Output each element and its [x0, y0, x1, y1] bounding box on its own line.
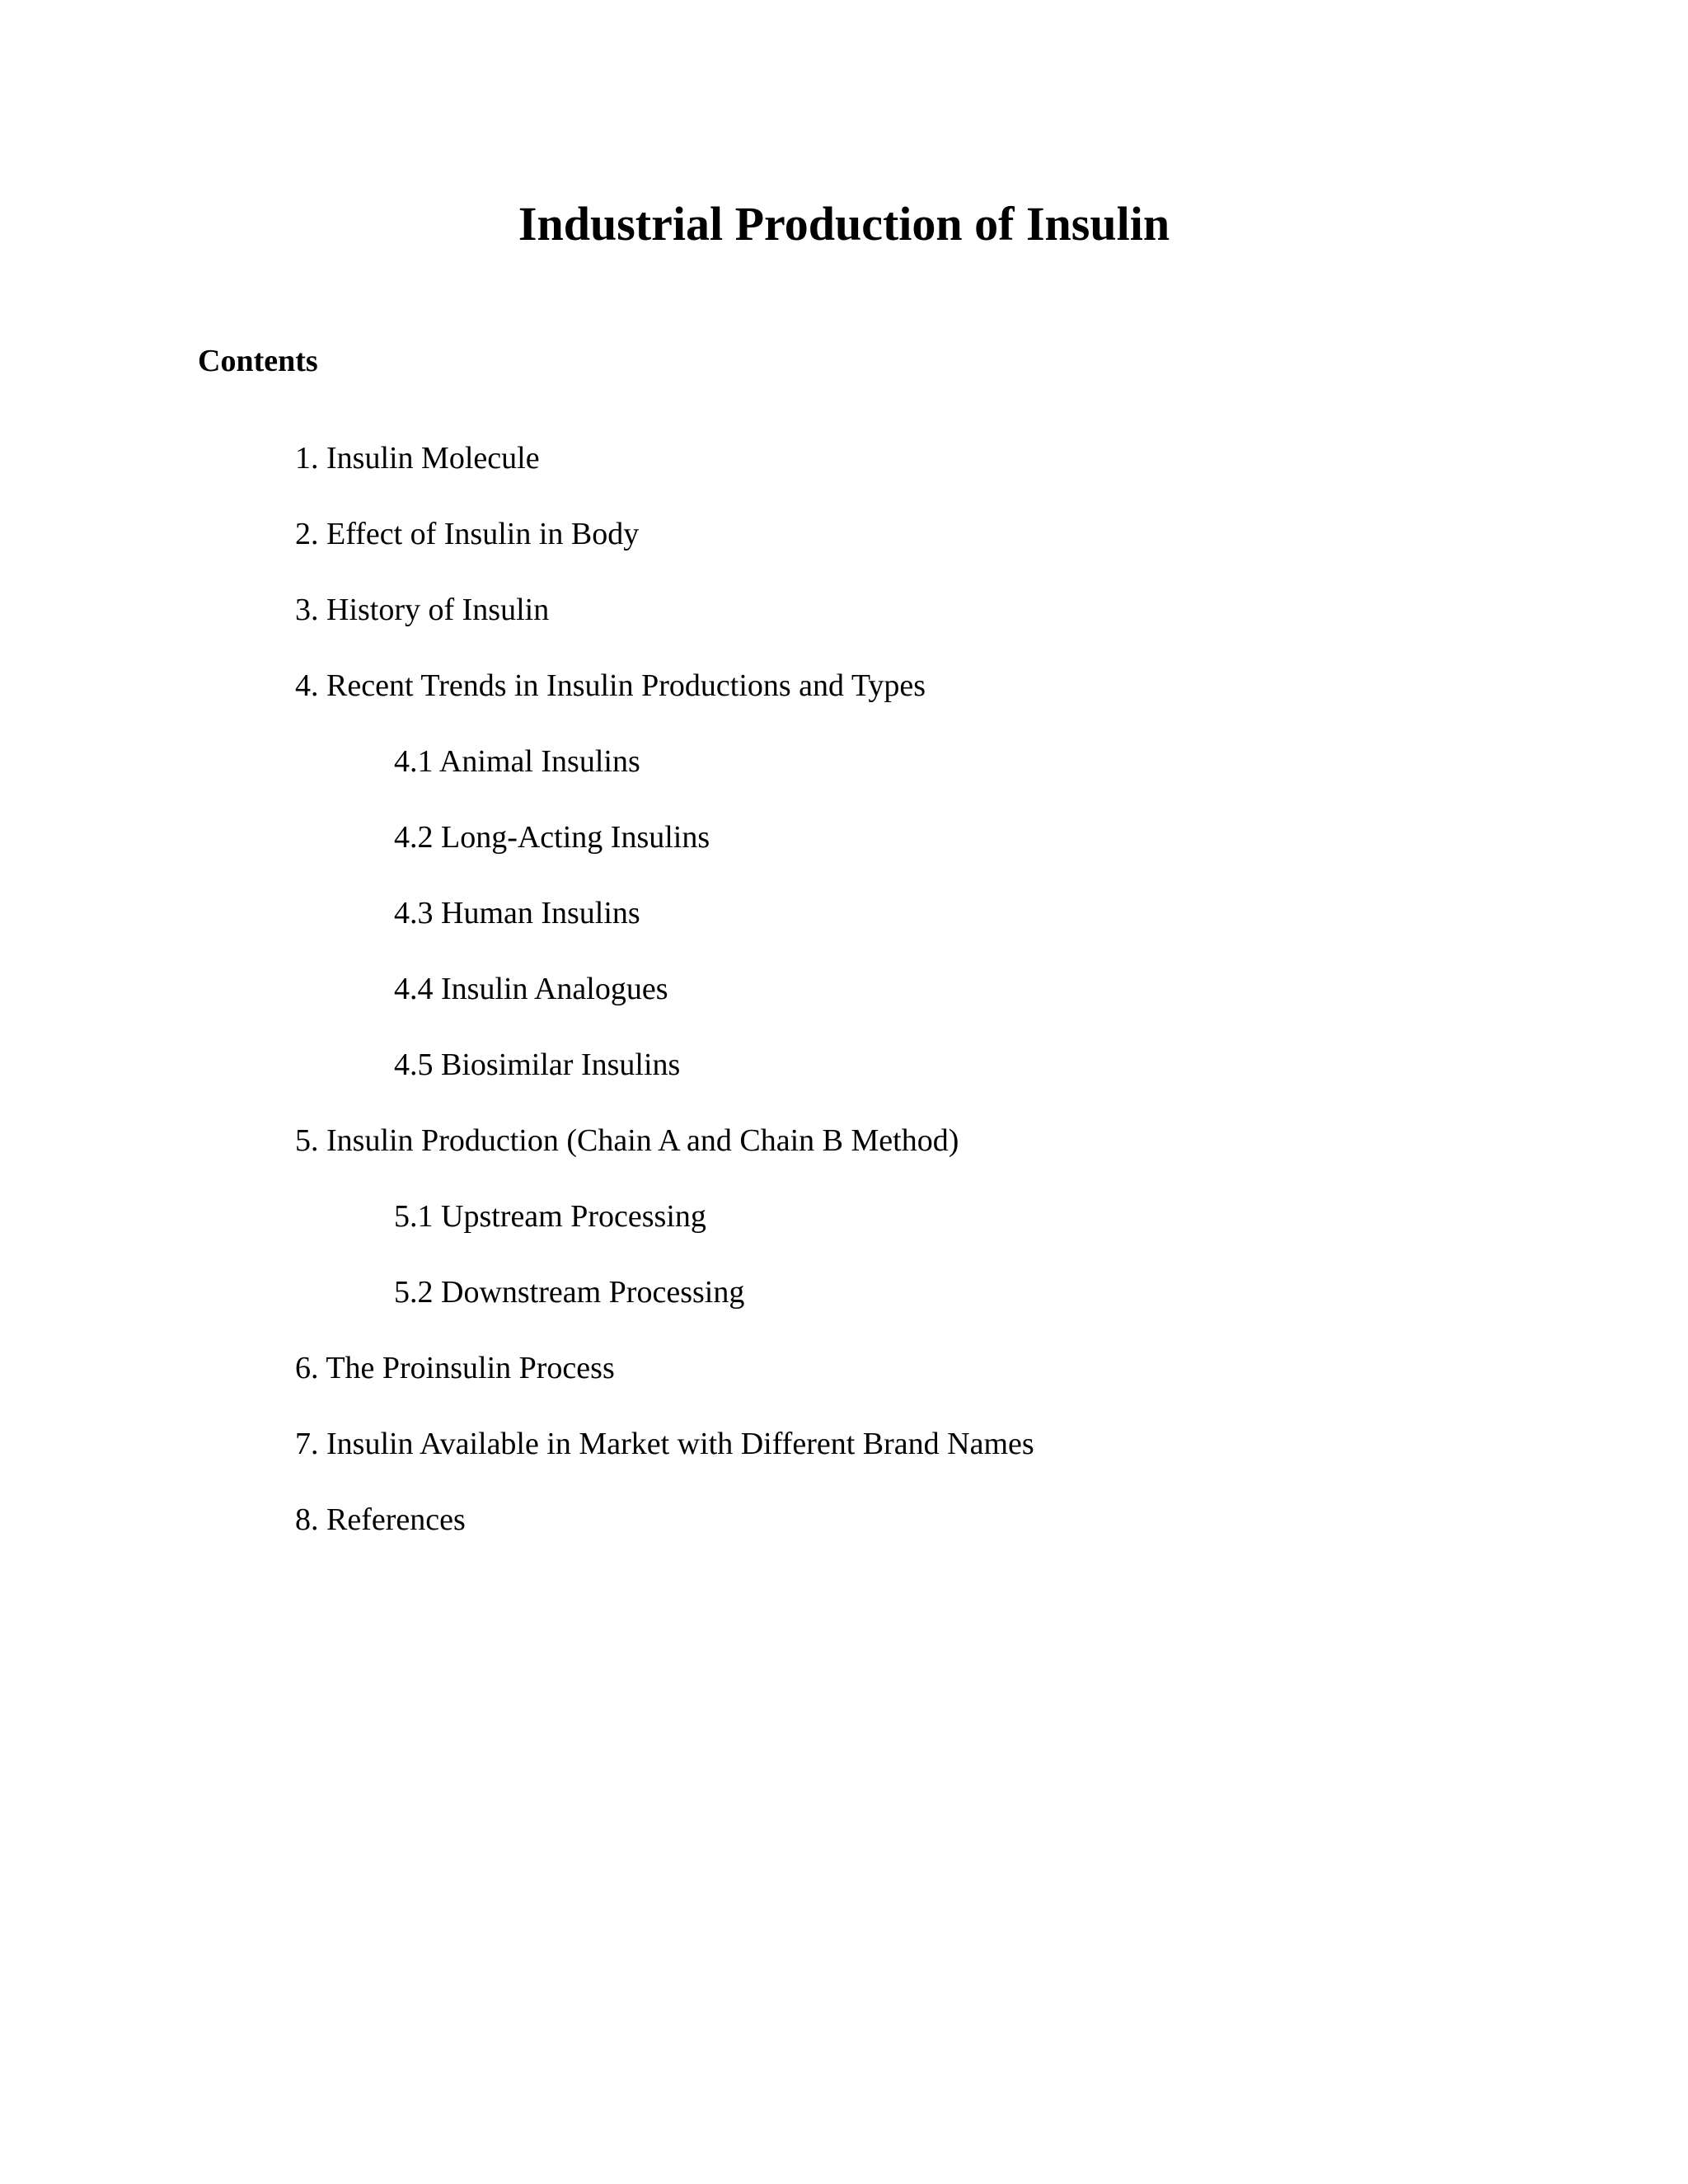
toc-item: 3. History of Insulin: [295, 593, 550, 627]
toc-subitem: 5.2 Downstream Processing: [394, 1275, 745, 1310]
toc-subitem: 4.3 Human Insulins: [394, 896, 640, 930]
toc-subitem: 5.1 Upstream Processing: [394, 1199, 706, 1234]
contents-heading: Contents: [198, 344, 318, 378]
toc-item: 5. Insulin Production (Chain A and Chain B Method): [295, 1123, 959, 1158]
toc-subitem: 4.1 Animal Insulins: [394, 744, 640, 779]
toc-item: 8. References: [295, 1502, 466, 1537]
toc-item: 6. The Proinsulin Process: [295, 1351, 615, 1385]
toc-subitem: 4.2 Long-Acting Insulins: [394, 820, 710, 855]
toc-item: 7. Insulin Available in Market with Different Brand Names: [295, 1427, 1034, 1461]
document-title: Industrial Production of Insulin: [518, 197, 1170, 251]
table-of-contents: [0, 435, 1688, 1572]
toc-subitem: 4.5 Biosimilar Insulins: [394, 1047, 681, 1082]
toc-item: 1. Insulin Molecule: [295, 441, 540, 476]
toc-subitem: 4.4 Insulin Analogues: [394, 972, 668, 1006]
toc-item: 4. Recent Trends in Insulin Productions and Types: [295, 668, 926, 703]
toc-item: 2. Effect of Insulin in Body: [295, 517, 640, 551]
